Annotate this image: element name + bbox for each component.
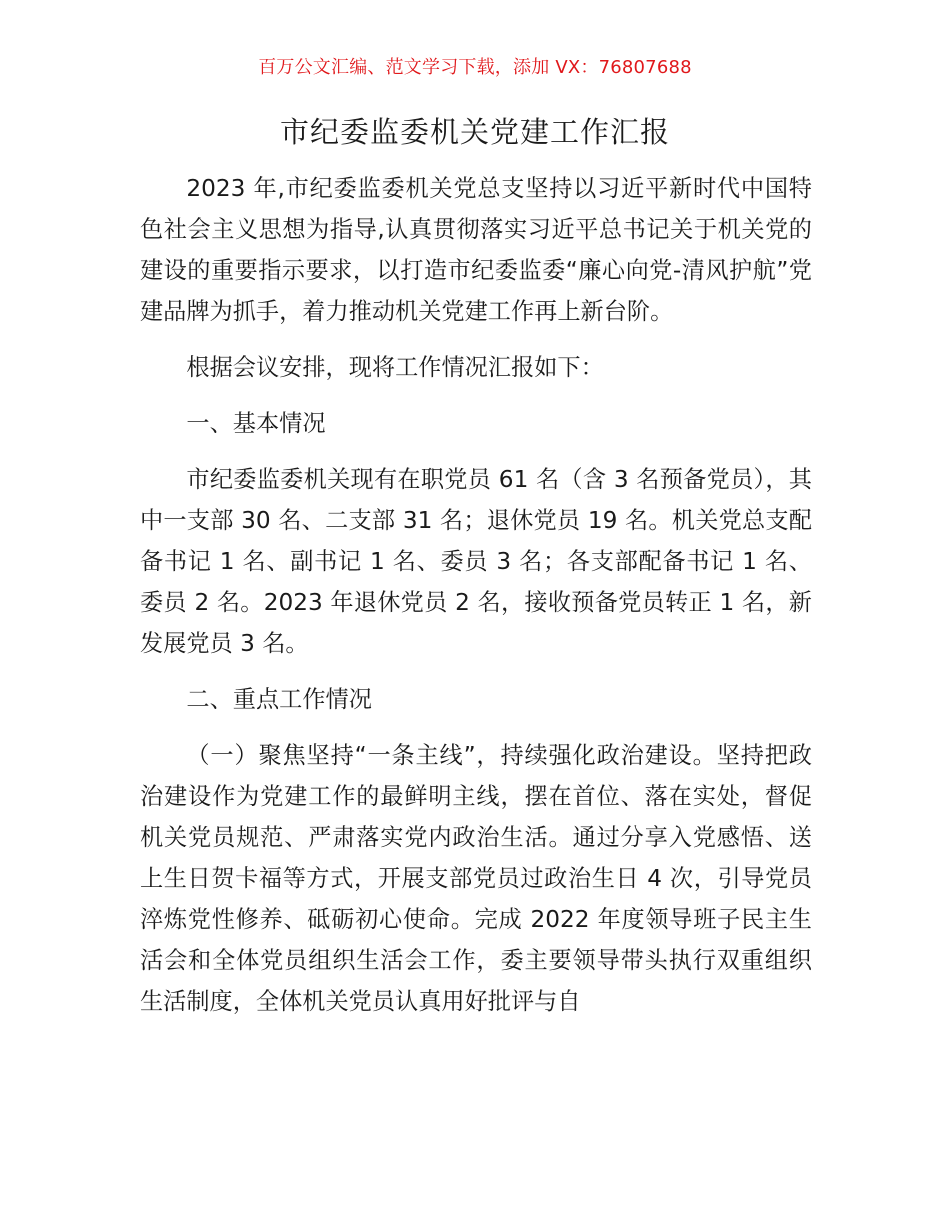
- paragraph-basic-info: 市纪委监委机关现有在职党员 61 名（含 3 名预备党员），其中一支部 30 名、二支部 31 名；退休党员 19 名。机关党总支配备书记 1 名、副书记 1 名、委员 3 名；各支部配备书记 1 名、委员 2 名。2023 年退休党员 2 名，接收预备党员转正 1 名，新发展党员 3 名。: [140, 466, 812, 657]
- paragraph-key-work-1: （一）聚焦坚持“一条主线”，持续强化政治建设。坚持把政治建设作为党建工作的最鲜明主线，摆在首位、落在实处，督促机关党员规范、严肃落实党内政治生活。通过分享入党感悟、送上生日贺卡福等方式，开展支部党员过政治生日 4 次，引导党员淬炼党性修养、砥砺初心使命。完成 2022 年度领导班子民主生活会和全体党员组织生活会工作，委主要领导带头执行双重组织生活制度，全体机关党员认真用好批评与自: [140, 742, 812, 1015]
- document-body: [140, 168, 812, 1037]
- paragraph-arrangement: 根据会议安排，现将工作情况汇报如下：: [186, 354, 604, 381]
- section-heading-basic: 一、基本情况: [186, 410, 326, 437]
- promo-banner: 百万公文汇编、范文学习下载，添加 VX：76807688: [258, 57, 692, 78]
- paragraph-intro: 2023 年,市纪委监委机关党总支坚持以习近平新时代中国特色社会主义思想为指导,认真贯彻落实习近平总书记关于机关党的建设的重要指示要求，以打造市纪委监委“廉心向党-清风护航”党建品牌为抓手，着力推动机关党建工作再上新台阶。: [140, 175, 812, 325]
- document-title: 市纪委监委机关党建工作汇报: [279, 115, 670, 149]
- section-heading-key-work: 二、重点工作情况: [186, 686, 372, 713]
